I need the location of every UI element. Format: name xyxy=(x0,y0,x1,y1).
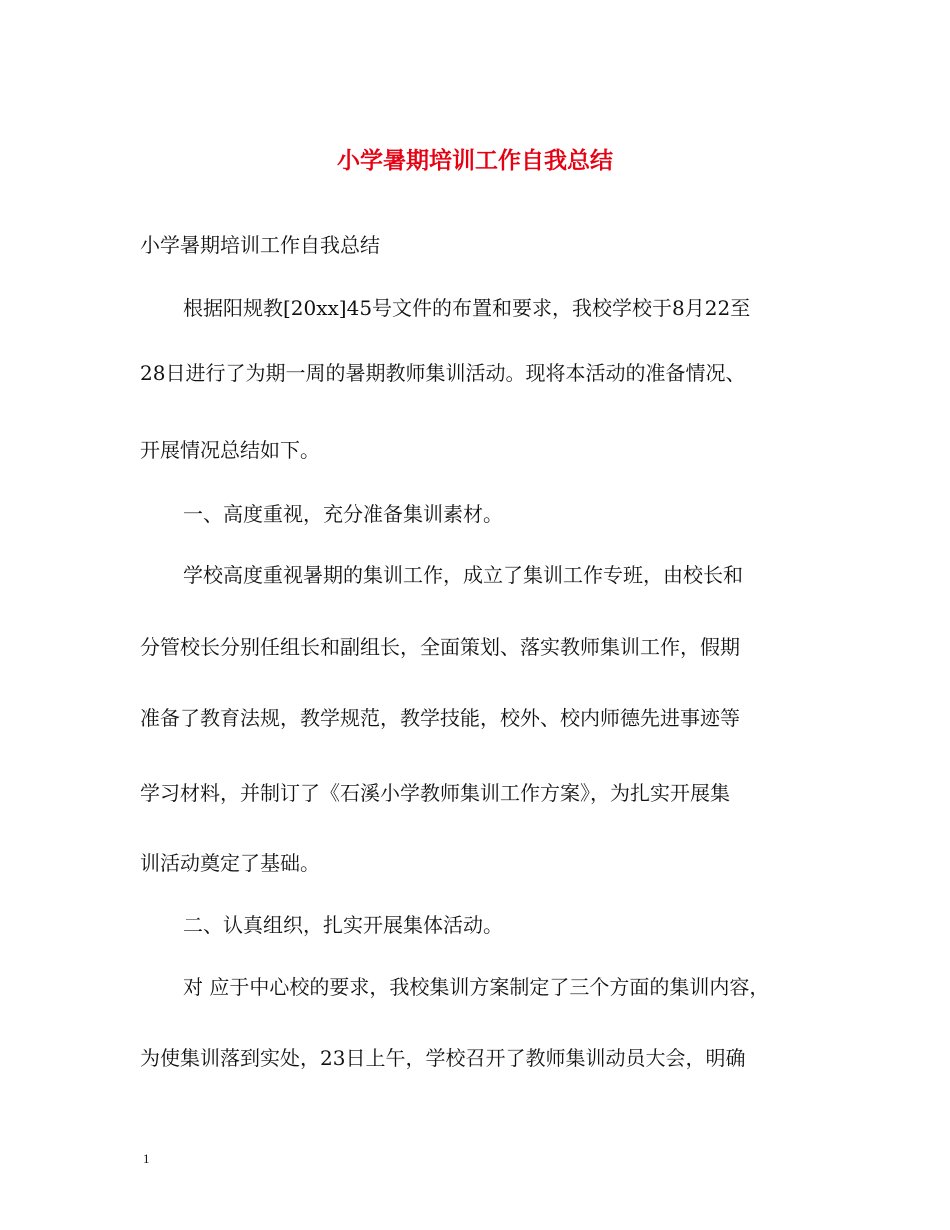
page-number: 1 xyxy=(143,1151,150,1166)
body-line: 学习材料，并制订了《石溪小学教师集训工作方案》，为扎实开展集 xyxy=(140,781,730,805)
body-line: 开展情况总结如下。 xyxy=(140,438,320,462)
body-line: 准备了教育法规，教学规范，教学技能，校外、校内师德先进事迹等 xyxy=(140,706,740,730)
body-line: 28日进行了为期一周的暑期教师集训活动。现将本活动的准备情况、 xyxy=(140,361,746,385)
body-line: 学校高度重视暑期的集训工作，成立了集训工作专班，由校长和 xyxy=(183,563,743,587)
section-heading: 一、高度重视，充分准备集训素材。 xyxy=(183,502,503,526)
body-line: 为使集训落到实处，23日上午，学校召开了教师集训动员大会，明确 xyxy=(140,1046,746,1070)
body-line: 小学暑期培训工作自我总结 xyxy=(140,233,380,257)
section-heading: 二、认真组织，扎实开展集体活动。 xyxy=(183,913,503,937)
body-line: 根据阳规教[20xx]45号文件的布置和要求，我校学校于8月22至 xyxy=(183,296,751,320)
body-line: 训活动奠定了基础。 xyxy=(140,851,320,875)
body-line: 对 应于中心校的要求，我校集训方案制定了三个方面的集训内容， xyxy=(183,975,770,999)
body-line: 分管校长分别任组长和副组长，全面策划、落实教师集训工作，假期 xyxy=(140,635,740,659)
document-title: 小学暑期培训工作自我总结 xyxy=(337,147,613,174)
